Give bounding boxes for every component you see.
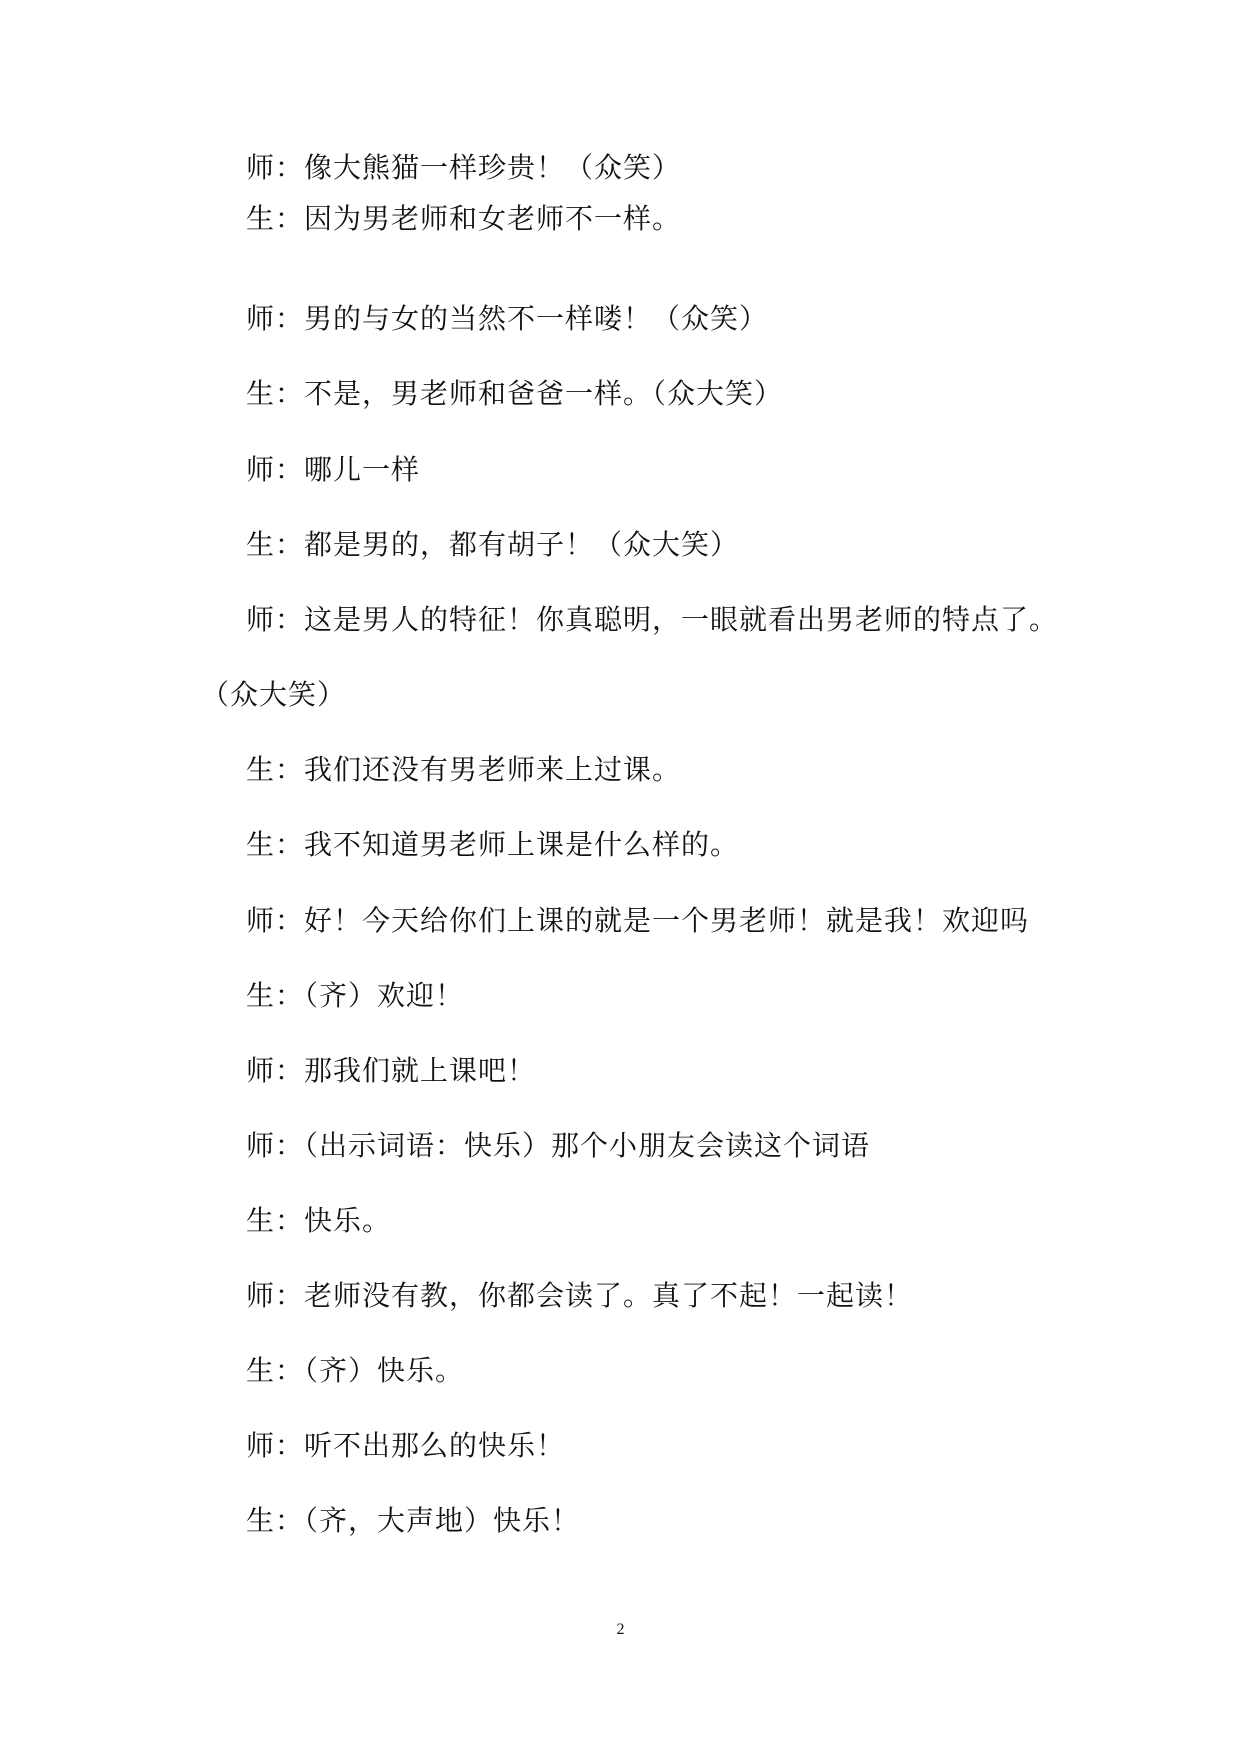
page-number: 2 (616, 1621, 625, 1638)
dialogue-line: 生：我不知道男老师上课是什么样的。 (246, 828, 740, 861)
dialogue-line: 师：哪儿一样 (246, 453, 421, 486)
dialogue-line: 师：像大熊猫一样珍贵！（众笑） (246, 151, 682, 184)
dialogue-line: 生：（齐）欢迎！ (246, 979, 465, 1012)
dialogue-line: 师：（出示词语：快乐）那个小朋友会读这个词语 (246, 1129, 871, 1162)
dialogue-line-continuation: （众大笑） (201, 678, 347, 711)
dialogue-line: 师：老师没有教，你都会读了。真了不起！一起读！ (246, 1279, 914, 1312)
dialogue-line: 师：好！今天给你们上课的就是一个男老师！就是我！欢迎吗 (246, 904, 1030, 937)
dialogue-line: 师：听不出那么的快乐！ (246, 1429, 566, 1462)
dialogue-line: 生：快乐。 (246, 1204, 392, 1237)
dialogue-line: 生：不是，男老师和爸爸一样。（众大笑） (246, 377, 784, 410)
dialogue-line: 生：都是男的，都有胡子！（众大笑） (246, 528, 740, 561)
dialogue-line: 师：这是男人的特征！你真聪明，一眼就看出男老师的特点了。 (246, 603, 1059, 636)
dialogue-line: 生：我们还没有男老师来上过课。 (246, 753, 682, 786)
dialogue-line: 生：因为男老师和女老师不一样。 (246, 202, 682, 235)
dialogue-line: 生：（齐）快乐。 (246, 1354, 465, 1387)
dialogue-line: 生：（齐，大声地）快乐！ (246, 1504, 581, 1537)
dialogue-line: 师：那我们就上课吧！ (246, 1054, 537, 1087)
dialogue-line: 师：男的与女的当然不一样喽！（众笑） (246, 302, 769, 335)
